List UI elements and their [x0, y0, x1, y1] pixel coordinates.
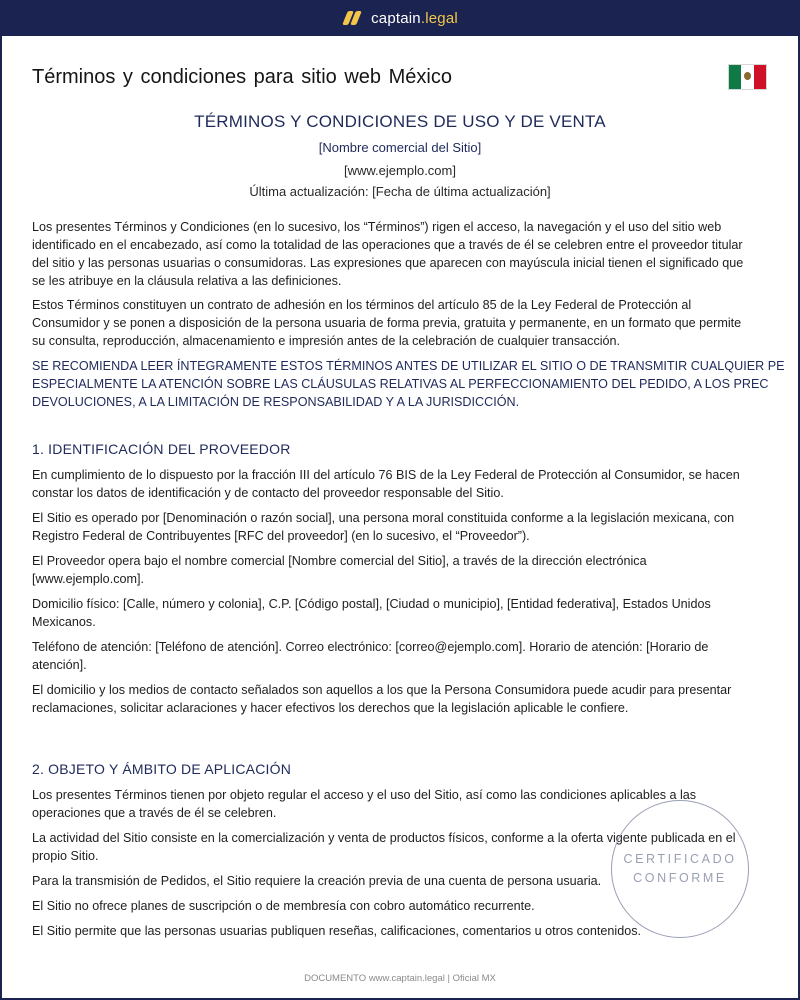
- document-title: TÉRMINOS Y CONDICIONES DE USO Y DE VENTA: [194, 112, 606, 131]
- notice-line-1: SE RECOMIENDA LEER ÍNTEGRAMENTE ESTOS TÉRMINOS ANTES DE UTILIZAR EL SITIO O DE TRANSMITIR CUALQUIER PE: [32, 359, 785, 373]
- site-name-placeholder: [Nombre comercial del Sitio]: [318, 140, 482, 155]
- stamp-line-2: CONFORME: [633, 871, 727, 885]
- document-footer: DOCUMENTO www.captain.legal | Oficial MX: [304, 973, 496, 984]
- section-1-paragraph-2: El Sitio es operado por [Denominación o razón social], una persona moral constituida conforme a la legislación mexicana, con Registro Federal de Contribuyentes [RFC del proveedor] (en lo sucesivo, el “Proveedor”).: [32, 511, 735, 543]
- certified-stamp: [611, 800, 749, 938]
- document-page: [2, 36, 798, 998]
- document-heading: Términos y condiciones para sitio web México: [32, 66, 452, 88]
- section-2-paragraph-5: El Sitio permite que las personas usuarias publiquen reseñas, calificaciones, comentarios u otros contenidos.: [32, 924, 642, 938]
- brand-name: captain.legal: [371, 9, 458, 27]
- section-1-paragraph-3: El Proveedor opera bajo el nombre comercial [Nombre comercial del Sitio], a través de la dirección electrónica [www.ejemplo.com].: [32, 554, 647, 586]
- section-2-paragraph-4: El Sitio no ofrece planes de suscripción o de membresía con cobro automático recurrente.: [32, 899, 535, 913]
- mexico-flag-icon: [728, 64, 767, 90]
- captain-legal-logo-icon: [342, 10, 362, 26]
- notice-line-3: DEVOLUCIONES, A LA LIMITACIÓN DE RESPONSABILIDAD Y A LA JURISDICCIÓN.: [32, 395, 520, 409]
- section-2-paragraph-1: Los presentes Términos tienen por objeto regular el acceso y el uso del Sitio, así como las condiciones aplicables a las operaciones que a través de él se celebren.: [32, 788, 697, 820]
- last-update: Última actualización: [Fecha de última actualización]: [249, 184, 551, 199]
- intro-paragraph-1: Los presentes Términos y Condiciones (en lo sucesivo, los “Términos”) rigen el acceso, la navegación y el uso del sitio web identificado en el encabezado, así como la totalidad de las operaciones que a través de él se celebren entre el proveedor titular del sitio y las personas usuarias o consumidoras. Las expresiones que aparecen con mayúscula inicial tienen el significado que se les atribuye en la cláusula relativa a las definiciones.: [32, 220, 744, 288]
- section-1-paragraph-6: El domicilio y los medios de contacto señalados son aquellos a los que la Persona Consumidora puede acudir para presentar reclamaciones, solicitar aclaraciones y hacer efectivos los derechos que la legislación aplicable le confiere.: [32, 683, 732, 715]
- notice-line-2: ESPECIALMENTE LA ATENCIÓN SOBRE LAS CLÁUSULAS RELATIVAS AL PERFECCIONAMIENTO DEL PEDIDO, A LOS PREC: [32, 377, 769, 391]
- section-title-1: 1. IDENTIFICACIÓN DEL PROVEEDOR: [32, 441, 291, 457]
- section-1-paragraph-1: En cumplimiento de lo dispuesto por la fracción III del artículo 76 BIS de la Ley Federal de Protección al Consumidor, se hacen constar los datos de identificación y de contacto del proveedor responsable del Sitio.: [32, 468, 740, 500]
- stamp-line-1: CERTIFICADO: [623, 852, 737, 866]
- section-1-paragraph-5: Teléfono de atención: [Teléfono de atención]. Correo electrónico: [correo@ejemplo.com]. Horario de atención: [Horario de atención].: [32, 640, 709, 672]
- section-2-paragraph-3: Para la transmisión de Pedidos, el Sitio requiere la creación previa de una cuenta de persona usuaria.: [32, 874, 602, 888]
- section-1-paragraph-4: Domicilio físico: [Calle, número y colonia], C.P. [Código postal], [Ciudad o municipio], [Entidad federativa], Estados Unidos Mexicanos.: [32, 597, 711, 629]
- site-url-placeholder: [www.ejemplo.com]: [344, 163, 456, 178]
- section-2-paragraph-2: La actividad del Sitio consiste en la comercialización y venta de productos físicos, conforme a la oferta vigente publicada en el propio Sitio.: [32, 831, 736, 863]
- intro-paragraph-2: Estos Términos constituyen un contrato de adhesión en los términos del artículo 85 de la Ley Federal de Protección al Consumidor y se ponen a disposición de la persona usuaria de forma previa, gratuita y permanente, en un formato que permite su consulta, reproducción, almacenamiento e impresión antes de la celebración de cualquier transacción.: [32, 298, 742, 348]
- brand[interactable]: [342, 10, 458, 27]
- section-title-2: 2. OBJETO Y ÁMBITO DE APLICACIÓN: [32, 761, 292, 777]
- top-bar: [0, 0, 800, 36]
